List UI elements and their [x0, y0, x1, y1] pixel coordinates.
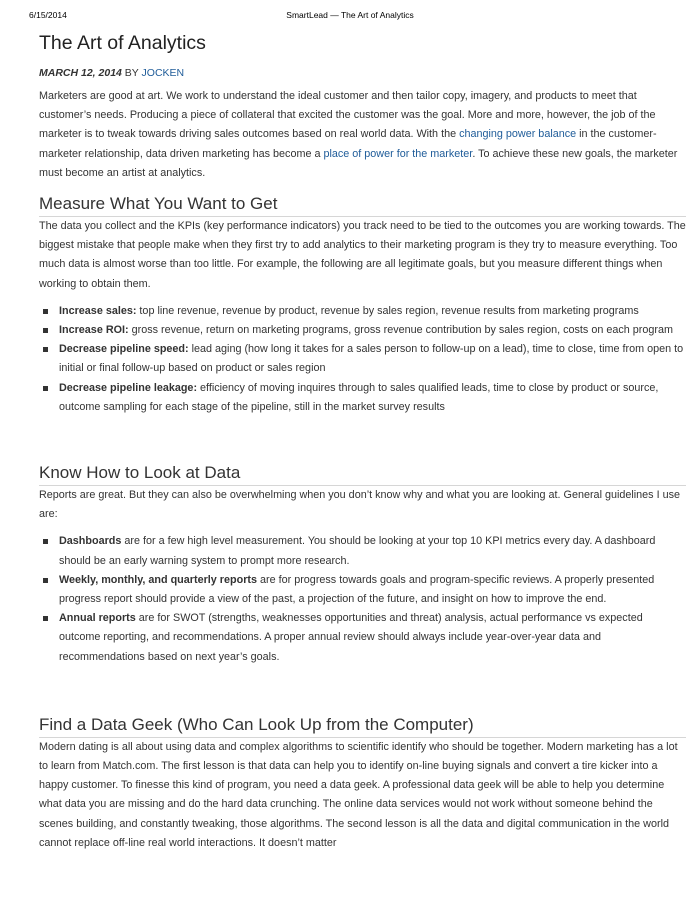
list-item	[39, 379, 686, 417]
print-date: 6/15/2014	[29, 10, 67, 20]
list-item	[39, 340, 686, 378]
item-bold: Weekly, monthly, and quarterly reports	[59, 573, 257, 586]
item-bold: Dashboards	[59, 535, 122, 548]
list-item	[39, 321, 686, 340]
item-text: are for SWOT (strengths, weaknesses opportunities and threat) analysis, actual performance vs expected outcome reporting, and recommendations. A proper annual review should always include year-over-year data and recommendations based on next year’s goals.	[59, 612, 643, 663]
bullet-icon	[43, 616, 48, 621]
post-date: MARCH 12, 2014	[39, 67, 122, 79]
intro-text-1: Marketers are good at art. We work to understand the ideal customer and then tailor copy, imagery, and products to meet that customer’s needs. Producing a piece of collateral that excited the customer was the goal. More and more, however, the job of the marketer is to tweak towards driving sales outcomes based on real world data. With the	[39, 90, 656, 141]
author-link[interactable]: JOCKEN	[141, 67, 185, 79]
item-bold: Decrease pipeline leakage:	[59, 381, 198, 394]
know-paragraph: Reports are great. But they can also be overwhelming when you don’t know why and what you are looking at. General guidelines I use are:	[39, 489, 680, 521]
by-label: BY	[124, 67, 139, 79]
list-item	[39, 571, 686, 609]
bullet-icon	[43, 347, 48, 352]
list-item	[39, 302, 686, 321]
item-text: efficiency of moving inquires through to sales qualified leads, time to close by product or source, outcome sampling for each stage of the pipeline, still in the market survey results	[59, 381, 659, 413]
place-of-power-link[interactable]: place of power for the marketer	[323, 147, 473, 160]
changing-power-balance-link[interactable]: changing power balance	[459, 128, 577, 141]
item-bold: Increase ROI:	[59, 324, 129, 337]
item-text: gross revenue, return on marketing programs, gross revenue contribution by sales region, costs on each program	[128, 324, 673, 337]
list-item	[39, 609, 686, 667]
intro-text-3: . To achieve these new goals, the marketer must become an artist at analytics.	[39, 147, 678, 179]
article-title: The Art of Analytics	[39, 32, 206, 54]
article	[39, 30, 686, 853]
know-heading: Know How to Look at Data	[39, 462, 686, 486]
bullet-icon	[43, 539, 48, 544]
item-bold: Annual reports	[59, 612, 136, 625]
geek-paragraph: Modern dating is all about using data and complex algorithms to scientific identify who should be together. Modern marketing has a lot to learn from Match.com. The first lesson is that data can help you to identify on-line buying signals and convert a tire kicker into a happy customer. To finesse this kind of program, you need a data geek. A professional data geek will be able to help you determine what data you are missing and do the hard data crunching. The online data services would not work without someone behind the scenes building, and constantly tweaking, those algorithms. The second lesson is all the data and digital communication in the world cannot replace off-line real world interactions. It doesn’t matter	[39, 740, 678, 849]
bullet-icon	[43, 578, 48, 583]
list-item	[39, 532, 686, 570]
item-text: top line revenue, revenue by product, revenue by sales region, revenue results from marketing programs	[136, 304, 639, 317]
item-text: are for a few high level measurement. You should be looking at your top 10 KPI metrics every day. A dashboard should be an early warning system to prompt more research.	[59, 535, 656, 567]
intro-text-2: in the customer-marketer relationship, data driven marketing has become a	[39, 128, 657, 160]
intro-paragraph	[39, 87, 686, 183]
measure-paragraph: The data you collect and the KPIs (key performance indicators) you track need to be tied to the outcomes you are working towards. The biggest mistake that people make when they first try to add analytics to their marketing program is they try to measure everything. Too much data is almost worse than too little. For example, the following are all legitimate goals, but you measure different things when working to obtain them.	[39, 220, 686, 290]
know-list	[39, 532, 686, 666]
print-header	[0, 8, 700, 22]
article-meta	[39, 66, 686, 80]
measure-heading: Measure What You Want to Get	[39, 193, 686, 217]
item-bold: Increase sales:	[59, 304, 137, 317]
bullet-icon	[43, 386, 48, 391]
item-bold: Decrease pipeline speed:	[59, 343, 189, 356]
measure-list	[39, 302, 686, 417]
bullet-icon	[43, 309, 48, 314]
geek-heading: Find a Data Geek (Who Can Look Up from the Computer)	[39, 714, 686, 738]
item-text: are for progress towards goals and program-specific reviews. A properly presented progress report should provide a view of the past, a projection of the future, and insight on how to improve the end.	[59, 573, 655, 606]
bullet-icon	[43, 328, 48, 333]
item-text: lead aging (how long it takes for a sales person to follow-up on a lead), time to close, time from open to initial or final follow-up based on product or sales region	[59, 343, 684, 375]
print-title: SmartLead — The Art of Analytics	[286, 10, 414, 20]
